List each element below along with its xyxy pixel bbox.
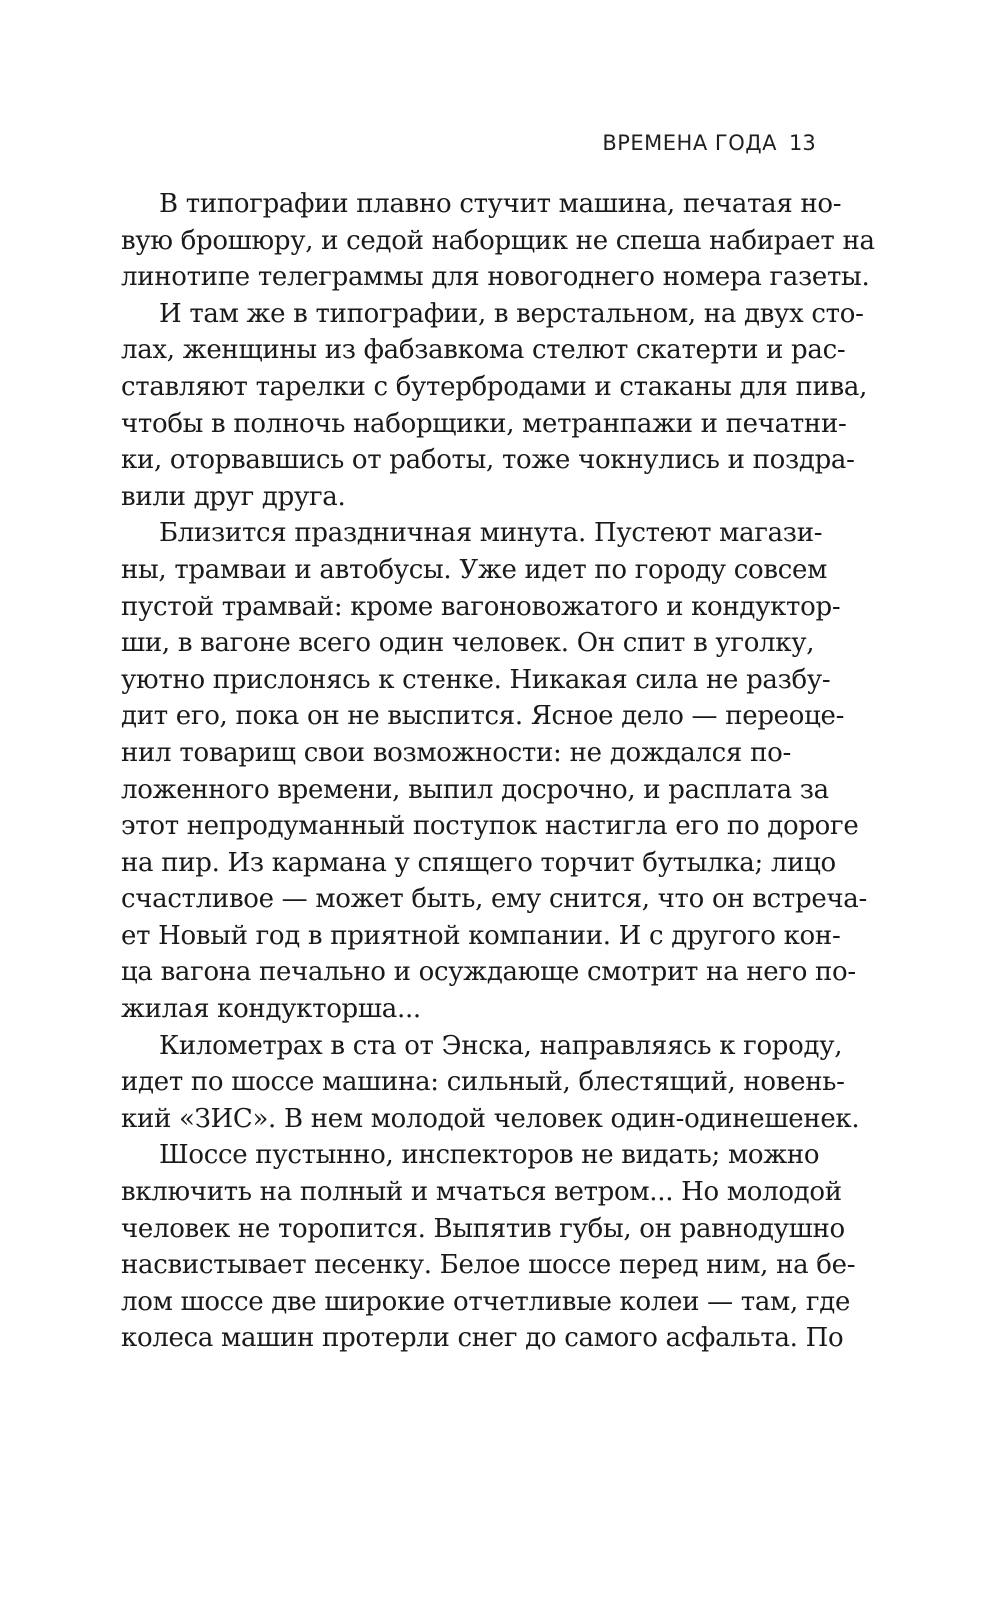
text-line: вую брошюру, и седой наборщик не спеша набирает на (121, 225, 875, 256)
page-number: 13 (789, 131, 816, 155)
text-line: идет по шоссе машина: сильный, блестящий, новень- (121, 1067, 845, 1098)
running-title: ВРЕМЕНА ГОДА (602, 131, 777, 155)
text-line: И там же в типографии, в верстальном, на двух сто- (159, 298, 864, 329)
text-line: человек не торопится. Выпятив губы, он равнодушно (121, 1213, 845, 1244)
paragraph (121, 186, 875, 296)
text-line: ши, в вагоне всего один человек. Он спит в уголку, (121, 628, 815, 659)
text-line: пустой трамвай: кроме вагоновожатого и кондуктор- (121, 591, 841, 622)
text-line: ложенного времени, выпил досрочно, и расплата за (121, 774, 829, 805)
text-line: жилая кондукторша... (121, 994, 421, 1025)
text-line: ца вагона печально и осуждающе смотрит на него по- (121, 957, 856, 988)
text-line: насвистывает песенку. Белое шоссе перед ним, на бе- (121, 1250, 856, 1281)
text-line: кий «ЗИС». В нем молодой человек один-одинешенек. (121, 1103, 860, 1134)
paragraph (121, 515, 867, 1027)
text-line: на пир. Из кармана у спящего торчит бутылка; лицо (121, 847, 836, 878)
text-line: линотипе телеграммы для новогоднего номера газеты. (121, 262, 870, 293)
text-line: колеса машин протерли снег до самого асфальта. По (121, 1323, 844, 1354)
body-text (121, 186, 875, 1357)
text-line: В типографии плавно стучит машина, печатая но- (159, 189, 842, 219)
text-line: ки, оторвавшись от работы, тоже чокнулись и поздра- (121, 445, 855, 476)
text-line: уютно прислонясь к стенке. Никакая сила не разбу- (121, 664, 831, 695)
paragraph (121, 296, 868, 516)
paragraph (121, 1028, 860, 1138)
text-line: Близится праздничная минута. Пустеют магази- (159, 518, 823, 549)
text-line: этот непродуманный поступок настигла его по дороге (121, 811, 859, 842)
text-line: включить на полный и мчаться ветром... Но молодой (121, 1177, 842, 1208)
text-line: вили друг друга. (121, 481, 346, 512)
text-line: Шоссе пустынно, инспекторов не видать; можно (159, 1140, 820, 1171)
text-line: дит его, пока он не выспится. Ясное дело — переоце- (121, 701, 845, 732)
text-line: ет Новый год в приятной компании. И с другого кон- (121, 920, 841, 951)
text-line: ны, трамваи и автобусы. Уже идет по городу совсем (121, 554, 827, 585)
paragraph (121, 1137, 856, 1357)
text-line: лом шоссе две широкие отчетливые колеи — там, где (121, 1286, 851, 1317)
text-line: Километрах в ста от Энска, направляясь к городу, (159, 1030, 843, 1061)
text-line: чтобы в полночь наборщики, метранпажи и печатни- (121, 408, 847, 439)
text-line: счастливое — может быть, ему снится, что он встреча- (121, 884, 867, 915)
text-line: ставляют тарелки с бутербродами и стаканы для пива, (121, 371, 868, 402)
text-line: нил товарищ свои возможности: не дождался по- (121, 737, 791, 768)
text-line: лах, женщины из фабзавкома стелют скатерти и рас- (121, 335, 846, 366)
running-head (0, 126, 1000, 160)
